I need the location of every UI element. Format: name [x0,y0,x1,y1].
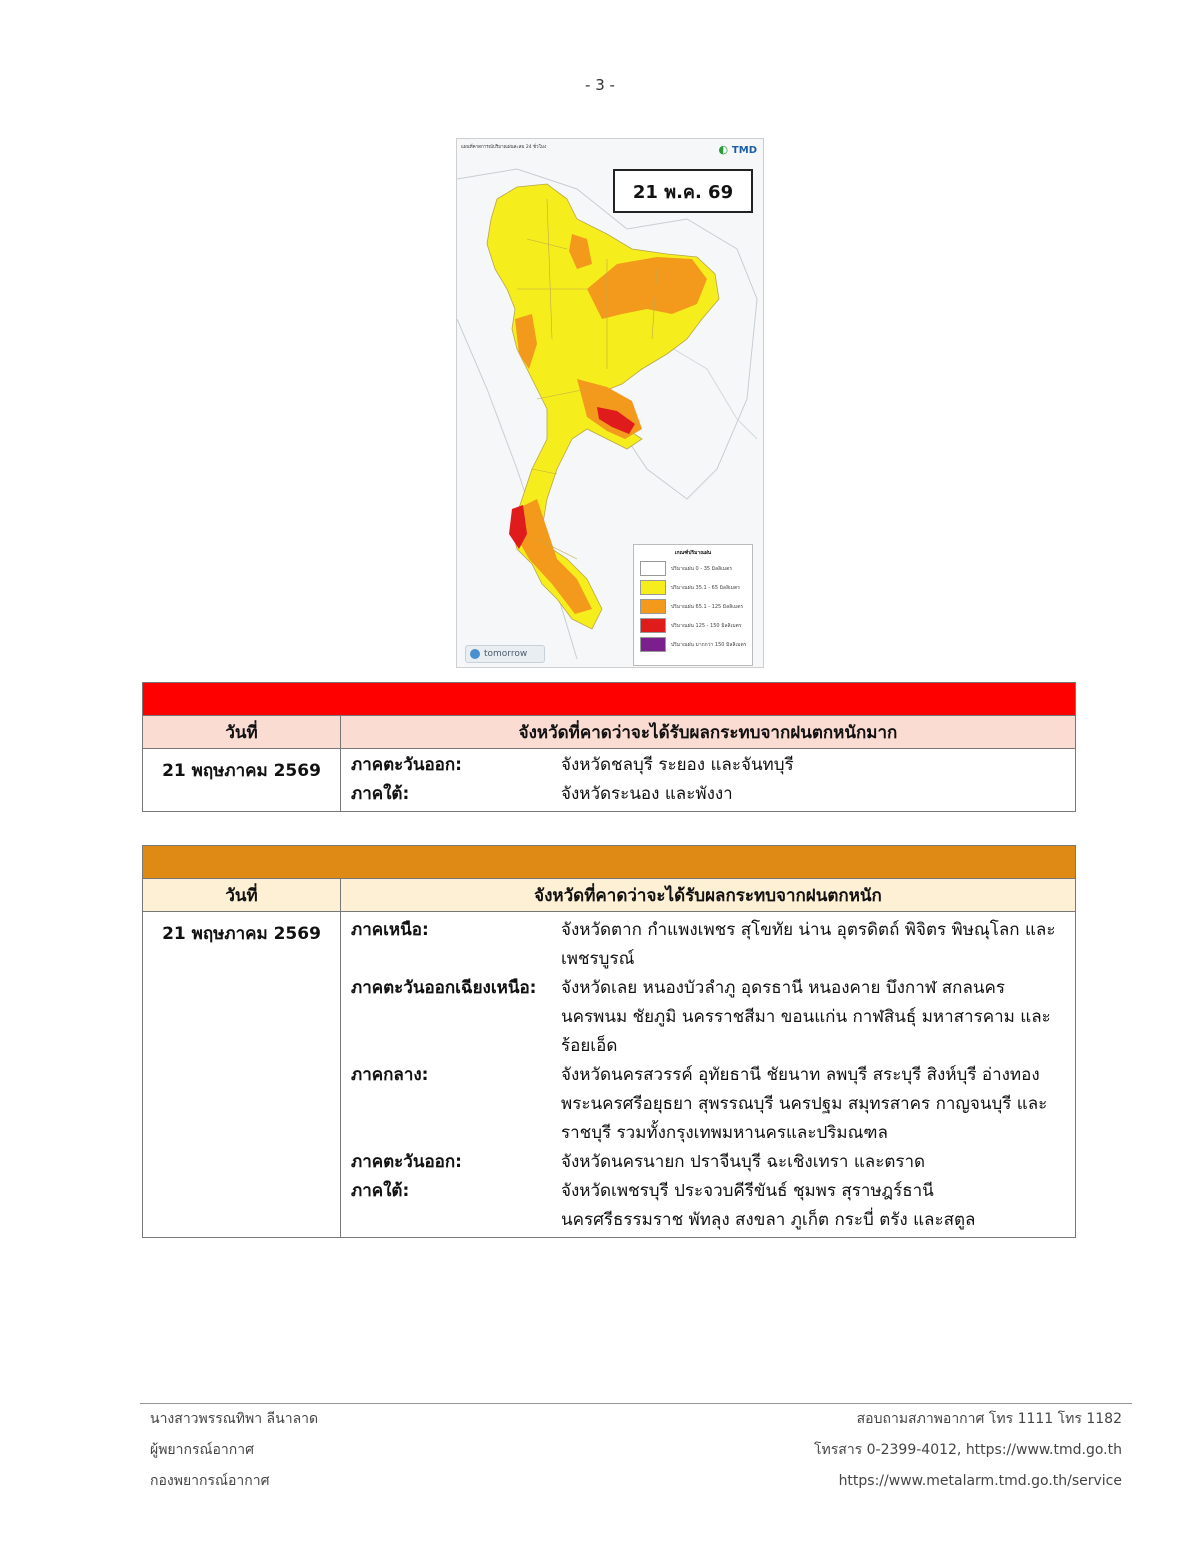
legend-swatch [640,618,666,633]
legend-label: ปริมาณฝน 35.1 - 65 มิลลิเมตร [671,584,740,591]
region-row [351,1148,1075,1177]
region-provinces: จังหวัดเลย หนองบัวลำภู อุดรธานี หนองคาย บึงกาฬ สกลนคร นครพนม ชัยภูมิ นครราชสีมา ขอนแก่น กาฬสินธุ์ มหาสารคาม และร้อยเอ็ด [561,978,1051,1056]
region-name: ภาคตะวันออก: [351,1152,462,1172]
region-provinces: จังหวัดระนอง และพังงา [561,784,733,804]
legend-label: ปริมาณฝน 65.1 - 125 มิลลิเมตร [671,603,744,610]
forecast-date: 21 พฤษภาคม 2569 [143,749,341,811]
legend-title: เกณฑ์ปริมาณฝน [674,550,712,556]
legend-item [634,616,752,635]
rain-forecast-map [456,138,764,668]
region-provinces: จังหวัดชลบุรี ระยอง และจันทบุรี [561,755,794,775]
forecaster-title: ผู้พยากรณ์อากาศ [150,1442,254,1458]
col-date-header: วันที่ [143,716,341,748]
region-name: ภาคกลาง: [351,1065,429,1085]
legend-swatch [640,561,666,576]
col-provinces-header: จังหวัดที่คาดว่าจะได้รับผลกระทบจากฝนตกหนัก [534,885,882,906]
region-provinces: จังหวัดเพชรบุรี ประจวบคีรีขันธ์ ชุมพร สุราษฎร์ธานี นครศรีธรรมราช พัทลุง สงขลา ภูเก็ต กระบี่ ตรัง และสตูล [561,1181,976,1230]
legend-item [634,635,752,654]
legend-swatch [640,637,666,652]
map-header-text: แผนที่คาดการณ์ปริมาณฝนสะสม 24 ชั่วโมง [461,145,547,150]
region-row [351,916,1075,974]
region-row [351,1177,1075,1235]
page-number: - 3 - [585,76,615,94]
col-date-header: วันที่ [143,879,341,911]
region-name: ภาคใต้: [351,1181,410,1201]
col-provinces-header: จังหวัดที่คาดว่าจะได้รับผลกระทบจากฝนตกหนักมาก [518,722,898,743]
footer-forecaster [150,1404,318,1497]
region-row [351,974,1075,1061]
map-legend [633,544,753,666]
region-name: ภาคตะวันออก: [351,755,462,775]
table-row [143,912,1075,1237]
legend-label: ปริมาณฝน มากกว่า 150 มิลลิเมตร [671,641,747,648]
region-name: ภาคเหนือ: [351,920,429,940]
legend-swatch [640,599,666,614]
region-row [351,751,1075,780]
heavy-rain-header-bar [143,846,1075,879]
forecaster-name: นางสาวพรรณทิพา ลีนาลาด [150,1411,319,1427]
very-heavy-rain-header-bar [143,683,1075,716]
tomorrow-icon [470,649,480,659]
region-name: ภาคใต้: [351,784,410,804]
heavy-rain-table [142,845,1076,1238]
tomorrow-logo: tomorrow [465,645,545,663]
legend-item [634,597,752,616]
footer-contact [814,1404,1122,1497]
table-column-headers [143,879,1075,912]
contact-phone: สอบถามสภาพอากาศ โทร 1111 โทร 1182 [856,1411,1122,1427]
legend-label: ปริมาณฝน 0 - 35 มิลลิเมตร [671,565,733,572]
legend-swatch [640,580,666,595]
very-heavy-rain-table [142,682,1076,812]
region-name: ภาคตะวันออกเฉียงเหนือ: [351,978,537,998]
region-provinces: จังหวัดนครนายก ปราจีนบุรี ฉะเชิงเทรา และตราด [561,1152,926,1172]
map-date-label: 21 พ.ค. 69 [613,169,753,213]
region-provinces: จังหวัดนครสวรรค์ อุทัยธานี ชัยนาท ลพบุรี สระบุรี สิงห์บุรี อ่างทอง พระนครศรีอยุธยา สุพรรณบุรี นครปฐม สมุทรสาคร กาญจนบุรี และราชบุรี รวมทั้งกรุงเทพมหานครและปริมณฑล [561,1065,1048,1143]
forecast-date: 21 พฤษภาคม 2569 [143,912,341,1237]
region-row [351,780,1075,809]
legend-item [634,559,752,578]
tmd-logo: ◐ TMD [718,143,757,156]
table-row [143,749,1075,811]
contact-fax-website[interactable]: โทรสาร 0-2399-4012, https://www.tmd.go.th [814,1442,1122,1458]
region-row [351,1061,1075,1148]
legend-label: ปริมาณฝน 125 - 150 มิลลิเมตร [671,622,742,629]
forecaster-division: กองพยากรณ์อากาศ [150,1473,270,1489]
legend-item [634,578,752,597]
table-column-headers [143,716,1075,749]
region-provinces: จังหวัดตาก กำแพงเพชร สุโขทัย น่าน อุตรดิตถ์ พิจิตร พิษณุโลก และเพชรบูรณ์ [561,920,1056,969]
contact-service-link[interactable]: https://www.metalarm.tmd.go.th/service [838,1473,1122,1489]
